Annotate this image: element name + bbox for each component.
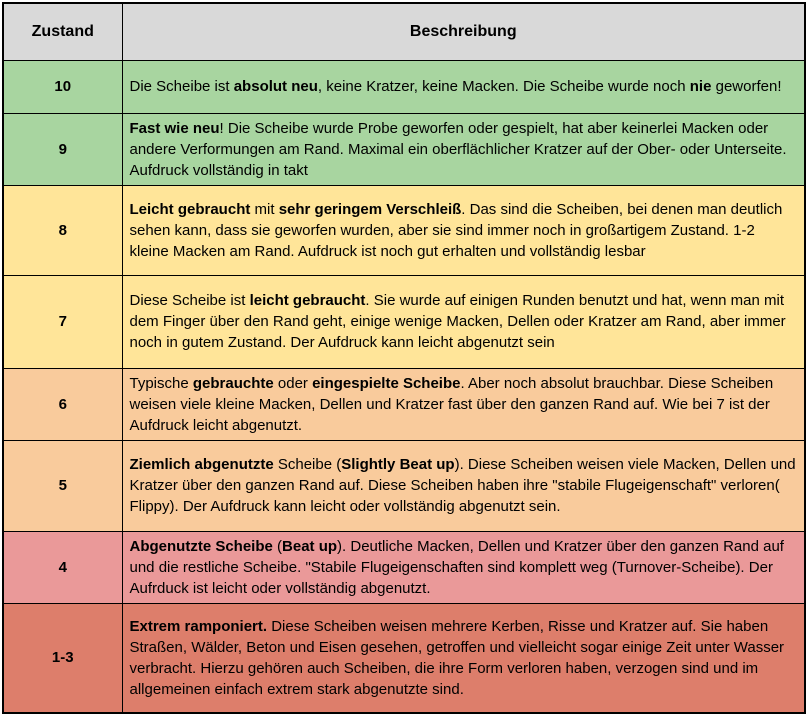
table-row [3, 531, 805, 603]
table-row [3, 603, 805, 713]
description-cell: Die Scheibe ist absolut neu, keine Kratzer, keine Macken. Die Scheibe wurde noch nie geworfen! [122, 60, 805, 113]
description-cell: Leicht gebraucht mit sehr geringem Verschleiß. Das sind die Scheiben, bei denen man deutlich sehen kann, dass sie geworfen wurden, aber sie sind immer noch in großartigem Zustand. 1-2 kleine Macken am Rand. Aufdruck ist noch gut erhalten und vollständig lesbar [122, 185, 805, 275]
condition-cell: 5 [3, 440, 122, 531]
description-cell: Diese Scheibe ist leicht gebraucht. Sie wurde auf einigen Runden benutzt und hat, wenn man mit dem Finger über den Rand geht, einige wenige Macken, Dellen oder Kratzer am Rand, aber immer noch in gutem Zustand. Der Aufdruck kann leicht abgenutzt sein [122, 275, 805, 368]
description-cell: Fast wie neu! Die Scheibe wurde Probe geworfen oder gespielt, hat aber keinerlei Macken oder andere Verformungen am Rand. Maximal ein oberflächlicher Kratzer auf der Ober- oder Unterseite. Aufdruck vollständig in takt [122, 113, 805, 185]
table-row [3, 113, 805, 185]
condition-cell: 1-3 [3, 603, 122, 713]
description-cell: Abgenutzte Scheibe (Beat up). Deutliche Macken, Dellen und Kratzer über den ganzen Rand auf und die restliche Scheibe. "Stabile Flugeigenschaften sind komplett weg (Turnover-Scheibe). Der Aufrduck ist leicht oder vollständig abgenutzt. [122, 531, 805, 603]
condition-cell: 4 [3, 531, 122, 603]
condition-cell: 6 [3, 368, 122, 440]
description-cell: Ziemlich abgenutzte Scheibe (Slightly Beat up). Diese Scheiben weisen viele Macken, Dellen und Kratzer über den ganzen Rand auf. Diese Scheiben haben ihre "stabile Flugeigenschaft" verloren( Flippy). Der Aufdruck kann leicht oder vollständig abgenutzt sein. [122, 440, 805, 531]
table-row [3, 185, 805, 275]
header-row [3, 3, 805, 60]
condition-cell: 9 [3, 113, 122, 185]
table-row [3, 275, 805, 368]
condition-cell: 10 [3, 60, 122, 113]
description-cell: Typische gebrauchte oder eingespielte Scheibe. Aber noch absolut brauchbar. Diese Scheiben weisen viele kleine Macken, Dellen und Kratzer fast über den ganzen Rand auf. Wie bei 7 ist der Aufdruck leicht abgenutzt. [122, 368, 805, 440]
condition-cell: 7 [3, 275, 122, 368]
column-header-beschreibung: Beschreibung [122, 3, 805, 60]
table-row [3, 368, 805, 440]
table-row [3, 440, 805, 531]
disc-condition-table [2, 2, 806, 714]
description-cell: Extrem ramponiert. Diese Scheiben weisen mehrere Kerben, Risse und Kratzer auf. Sie haben Straßen, Wälder, Beton und Eisen gesehen, getroffen und vielleicht sogar einige Zeit unter Wasser verbracht. Hierzu gehören auch Scheiben, die ihre Form verloren haben, verzogen sind und im allgemeinen einfach extrem stark abgenutzte sind. [122, 603, 805, 713]
condition-cell: 8 [3, 185, 122, 275]
column-header-zustand: Zustand [3, 3, 122, 60]
table-row [3, 60, 805, 113]
